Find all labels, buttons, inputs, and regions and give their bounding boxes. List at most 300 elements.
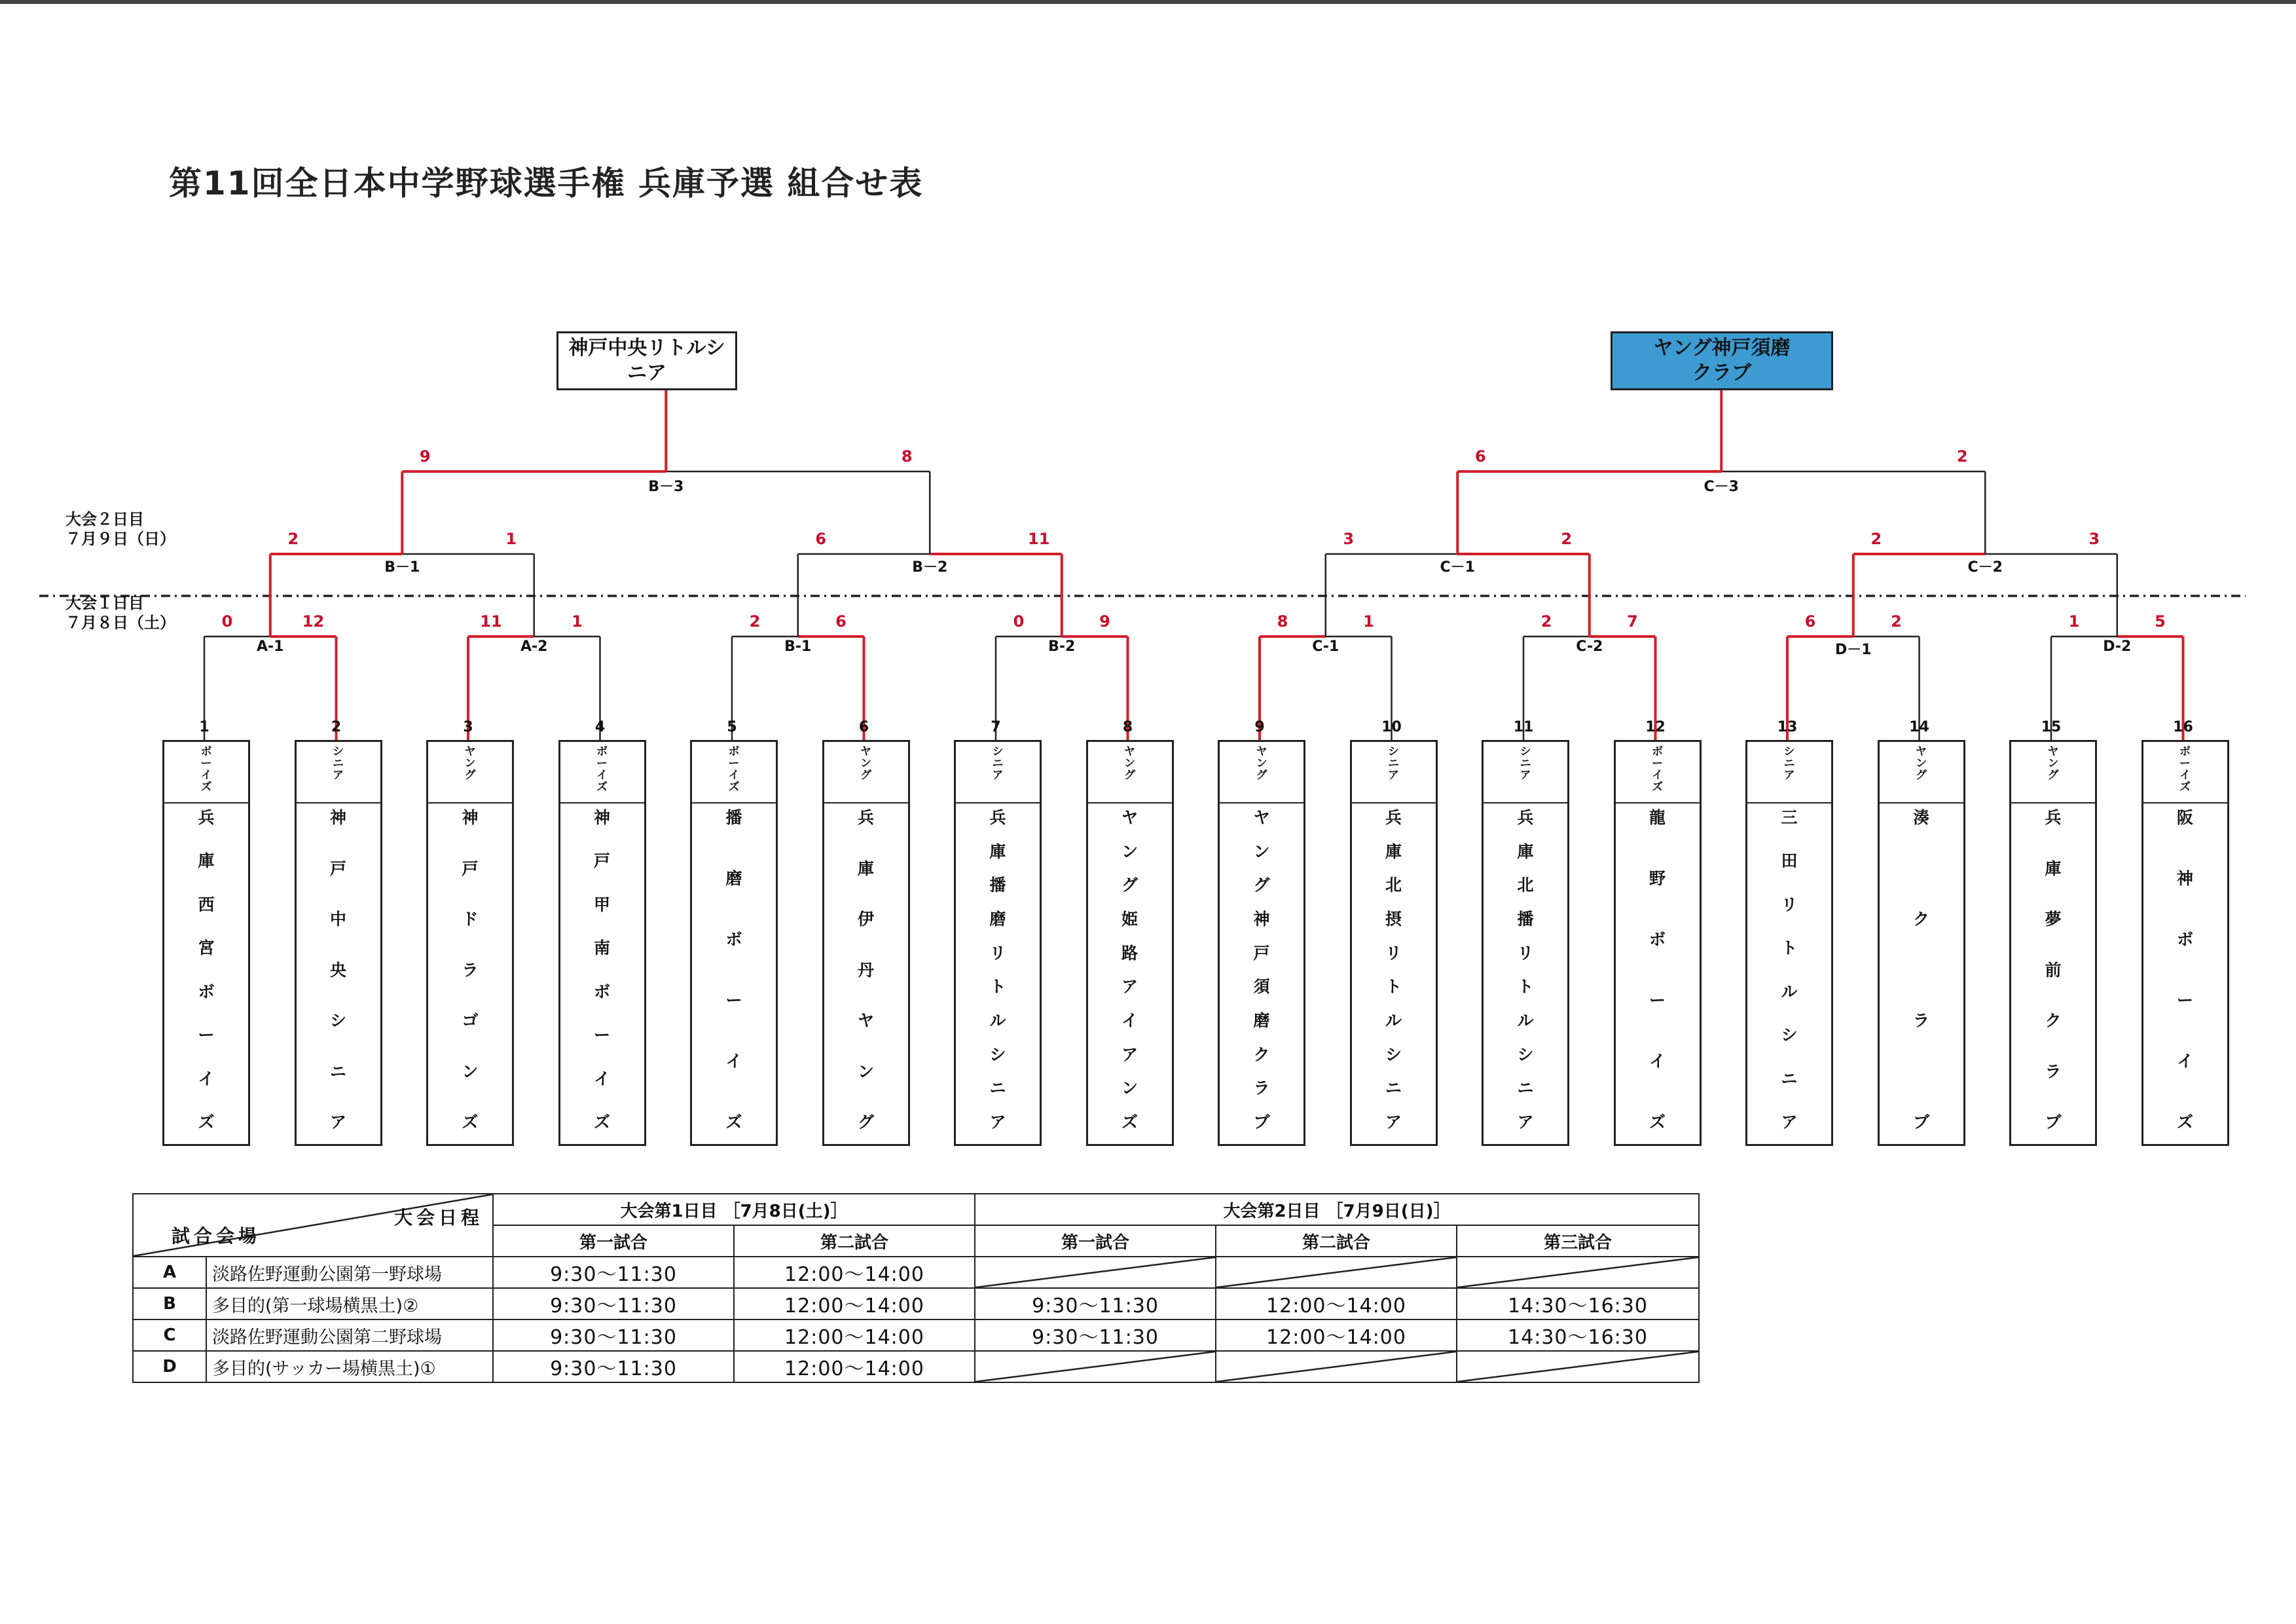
team-category	[1352, 742, 1436, 803]
team-name-char: 神	[462, 808, 479, 827]
team-name	[1747, 803, 1831, 1131]
score-right: 1	[572, 612, 583, 631]
match-label: C－3	[1704, 479, 1739, 495]
team-name-char: ブ	[2045, 1113, 2062, 1132]
team-name-char: 播	[1517, 909, 1534, 929]
team-name-char: イ	[725, 1052, 742, 1071]
team-category-char: ン	[464, 757, 476, 770]
team-category-char: シ	[992, 745, 1004, 758]
team-category-char: グ	[860, 769, 871, 782]
score-left: 2	[1870, 530, 1882, 548]
team-category	[2143, 742, 2227, 803]
team-name-char: ア	[989, 1112, 1006, 1132]
team-name-char: 龍	[1649, 808, 1666, 827]
team-name-char: シ	[329, 1011, 346, 1030]
team-name-char: グ	[1121, 876, 1138, 895]
team-number: 16	[2173, 719, 2193, 735]
team-box	[1614, 740, 1702, 1146]
team-name-char: 庫	[2045, 858, 2062, 878]
score-left: 9	[419, 447, 431, 466]
score-left: 6	[1474, 447, 1486, 466]
schedule-corner-top: 大会日程	[393, 1207, 483, 1228]
team-name-char: ア	[1121, 1044, 1138, 1064]
team-category	[560, 742, 644, 803]
time-slot: 12:00～14:00	[1216, 1320, 1457, 1351]
match-label: B－2	[912, 559, 948, 576]
schedule-corner-bottom: 試合会場	[172, 1225, 261, 1247]
team-name-char: ア	[1781, 1112, 1798, 1132]
schedule-row	[133, 1257, 1699, 1288]
team-category	[1616, 742, 1700, 803]
score-right: 3	[2088, 530, 2100, 548]
day2-game2-header: 第二試合	[1216, 1225, 1457, 1257]
score-right: 8	[901, 447, 913, 466]
score-right: 1	[1363, 612, 1374, 631]
team-name-char: ト	[1517, 977, 1534, 997]
team-box	[558, 740, 646, 1146]
winner-box-left	[556, 331, 737, 390]
team-category-char: イ	[200, 769, 212, 782]
match-label: C－1	[1440, 559, 1475, 576]
team-name-char: 磨	[989, 909, 1006, 929]
team-name-char: 庫	[1385, 841, 1402, 861]
team-category-char: ズ	[596, 781, 608, 794]
team-name-char: 夢	[2045, 910, 2062, 929]
day2-game1-header: 第一試合	[975, 1225, 1216, 1257]
team-name-char: 西	[198, 895, 215, 914]
team-name-char: リ	[989, 943, 1006, 963]
schedule-row	[133, 1320, 1699, 1351]
team-name-char: 兵	[1517, 808, 1534, 827]
team-name-char: 戸	[462, 858, 479, 878]
team-name-char: ズ	[1121, 1112, 1138, 1132]
match-label: C-2	[1576, 638, 1603, 655]
team-category-char: ー	[596, 757, 608, 770]
venue-code: C	[133, 1320, 206, 1351]
schedule-row	[133, 1288, 1699, 1320]
team-name-char: 庫	[1517, 841, 1534, 861]
team-name-char: ン	[1121, 1079, 1138, 1098]
empty-slot	[1457, 1351, 1699, 1382]
team-category-char: ヤ	[464, 745, 476, 758]
day1-label	[65, 593, 175, 633]
team-name	[2143, 803, 2227, 1131]
team-number: 8	[1122, 719, 1133, 735]
team-category-char: ニ	[992, 757, 1004, 770]
team-name-char: ー	[198, 1025, 215, 1045]
team-name-char: ア	[329, 1113, 346, 1132]
team-category-char: イ	[728, 769, 740, 782]
team-name-char: ズ	[1649, 1113, 1666, 1132]
team-name-char: 丹	[857, 960, 874, 980]
team-name	[428, 803, 512, 1131]
team-name-char: 播	[725, 808, 742, 827]
team-name	[956, 803, 1040, 1131]
team-category	[1088, 742, 1172, 803]
score-left: 1	[2068, 612, 2080, 631]
team-number: 15	[2041, 719, 2062, 735]
team-category-char: ボ	[2179, 745, 2191, 758]
team-name-char: ラ	[1253, 1079, 1270, 1098]
score-right: 9	[1099, 612, 1110, 631]
team-category-char: ヤ	[1916, 745, 1927, 758]
team-name-char: 神	[1253, 909, 1270, 929]
team-number: 14	[1909, 719, 1929, 735]
team-category	[692, 742, 776, 803]
day2-label-line1: 大会２日目	[65, 510, 144, 528]
team-category-char: シ	[1783, 745, 1795, 758]
team-name	[560, 803, 644, 1131]
venue-name: 多目的(サッカー場横黒土)①	[206, 1351, 493, 1382]
team-name-char: 戸	[593, 851, 610, 871]
team-category-char: ー	[728, 757, 740, 770]
team-box	[295, 740, 382, 1146]
team-name-char: ト	[1781, 938, 1798, 958]
team-box	[1878, 740, 1965, 1146]
team-name-char: ア	[1121, 977, 1138, 997]
score-right: 1	[505, 530, 517, 548]
time-slot: 9:30～11:30	[493, 1320, 734, 1351]
match-label: B－1	[384, 559, 420, 576]
team-name-char: 姫	[1121, 909, 1138, 929]
team-category-char: シ	[1388, 745, 1399, 758]
team-name	[1220, 803, 1303, 1131]
team-name-char: ズ	[725, 1113, 742, 1132]
score-left: 0	[1013, 612, 1025, 631]
team-category-char: ニ	[1388, 757, 1399, 770]
match-label: D-2	[2103, 638, 2132, 655]
venue-code: B	[133, 1288, 206, 1320]
team-box	[1350, 740, 1438, 1146]
team-category	[428, 742, 512, 803]
team-name	[692, 803, 776, 1131]
day2-label-line2: ７月９日（日）	[65, 530, 175, 548]
match-label: C－2	[1967, 559, 2003, 576]
empty-slot	[1457, 1257, 1699, 1288]
team-name-char: イ	[1649, 1052, 1666, 1071]
team-category-char: シ	[1520, 745, 1531, 758]
team-name-char: ニ	[1781, 1069, 1798, 1088]
team-name-char: ク	[1912, 910, 1929, 929]
winner-left-line2: ニア	[627, 361, 666, 384]
team-category-char: グ	[2047, 769, 2059, 782]
team-name-char: シ	[1517, 1044, 1534, 1064]
team-number: 3	[463, 719, 473, 735]
schedule-table	[132, 1193, 1700, 1383]
team-name	[1880, 803, 1963, 1131]
team-name-char: ル	[1517, 1010, 1534, 1030]
team-name-char: 前	[2045, 960, 2062, 980]
team-name-char: 阪	[2176, 808, 2193, 827]
team-name-char: 中	[329, 910, 346, 929]
score-left: 0	[221, 612, 233, 631]
score-right: 2	[1891, 612, 1902, 631]
team-name-char: イ	[198, 1069, 215, 1088]
day2-label	[65, 509, 175, 549]
team-name-char: ン	[1253, 841, 1270, 861]
score-right: 5	[2155, 612, 2166, 631]
team-number: 7	[991, 719, 1001, 735]
team-name-char: 摂	[1385, 909, 1402, 929]
winner-left-line1: 神戸中央リトルシ	[568, 337, 725, 360]
team-name-char: シ	[1385, 1044, 1402, 1064]
day1-header: 大会第1日目 ［7月8日(土)］	[493, 1194, 975, 1225]
team-number: 2	[331, 719, 342, 735]
team-name-char: 庫	[198, 851, 215, 871]
team-name-char: ニ	[1517, 1079, 1534, 1098]
time-slot: 12:00～14:00	[1216, 1288, 1457, 1320]
team-name-char: ブ	[1912, 1113, 1929, 1132]
team-name-char: 神	[329, 808, 346, 827]
team-name-char: ボ	[2176, 930, 2193, 949]
team-name-char: ト	[1385, 977, 1402, 997]
team-name	[1088, 803, 1172, 1131]
score-right: 7	[1627, 612, 1638, 631]
team-category-char: ン	[2047, 757, 2059, 770]
empty-slot	[1216, 1351, 1457, 1382]
team-category	[164, 742, 248, 803]
team-name	[824, 803, 908, 1131]
team-category-char: ア	[1520, 769, 1531, 782]
team-category-char: ア	[333, 769, 344, 782]
page-title: 第11回全日本中学野球選手権 兵庫予選 組合せ表	[169, 164, 924, 202]
team-category	[2011, 742, 2095, 803]
team-box	[2009, 740, 2097, 1146]
team-category-char: ヤ	[1256, 745, 1267, 758]
match-label: A-1	[257, 638, 284, 655]
time-slot: 9:30～11:30	[975, 1288, 1216, 1320]
team-name-char: 播	[989, 876, 1006, 895]
day1-label-line2: ７月８日（土）	[65, 614, 175, 632]
team-number: 12	[1645, 719, 1666, 735]
time-slot: 12:00～14:00	[734, 1320, 975, 1351]
team-box	[690, 740, 778, 1146]
day1-game1-header: 第一試合	[493, 1225, 734, 1257]
team-category-char: シ	[333, 745, 344, 758]
team-name	[1352, 803, 1436, 1131]
team-name-char: 須	[1253, 977, 1270, 997]
team-category	[1220, 742, 1303, 803]
team-name-char: ボ	[198, 982, 215, 1001]
team-category-char: ン	[1916, 757, 1927, 770]
team-category-char: ー	[200, 757, 212, 770]
score-left: 2	[287, 530, 299, 548]
team-box	[162, 740, 250, 1146]
winner-box-right	[1611, 331, 1833, 390]
score-left: 3	[1343, 530, 1355, 548]
team-name-char: ボ	[593, 982, 610, 1001]
team-name-char: ボ	[1649, 930, 1666, 949]
team-name-char: 兵	[989, 808, 1006, 827]
empty-slot	[975, 1351, 1216, 1382]
team-name-char: イ	[593, 1069, 610, 1088]
team-name-char: グ	[1253, 876, 1270, 895]
team-name-char: ゴ	[462, 1011, 479, 1030]
team-name-char: グ	[857, 1113, 874, 1132]
team-box	[954, 740, 1042, 1146]
team-category-char: ヤ	[1124, 745, 1135, 758]
team-category-char: ア	[992, 769, 1004, 782]
empty-slot	[1216, 1257, 1457, 1288]
team-category-char: ヤ	[860, 745, 871, 758]
score-left: 8	[1277, 612, 1288, 631]
winner-right-line1: ヤング神戸須磨	[1653, 337, 1791, 360]
team-category-char: ボ	[1652, 745, 1663, 758]
team-name-char: ズ	[593, 1112, 610, 1132]
score-right: 6	[835, 612, 847, 631]
team-name-char: ズ	[2176, 1113, 2193, 1132]
team-name-char: 戸	[1253, 943, 1270, 963]
team-box	[1745, 740, 1833, 1146]
time-slot: 14:30～16:30	[1457, 1288, 1699, 1320]
team-name-char: ヤ	[1121, 808, 1138, 827]
team-name-char: 宮	[198, 938, 215, 958]
team-category-char: イ	[596, 769, 608, 782]
team-name-char: ン	[857, 1061, 874, 1081]
venue-code: D	[133, 1351, 206, 1382]
team-category-char: ア	[1783, 769, 1795, 782]
team-number: 5	[727, 719, 737, 735]
time-slot: 9:30～11:30	[975, 1320, 1216, 1351]
winner-right-line2: クラブ	[1692, 361, 1751, 384]
day2-game3-header: 第三試合	[1457, 1225, 1699, 1257]
day2-header: 大会第2日目 ［7月9日(日)］	[975, 1194, 1699, 1225]
team-box	[822, 740, 910, 1146]
team-category-char: グ	[464, 769, 476, 782]
venue-name: 多目的(第一球場横黒土)②	[206, 1288, 493, 1320]
team-box	[1482, 740, 1569, 1146]
team-name-char: ン	[462, 1061, 479, 1081]
team-category-char: ボ	[200, 745, 212, 758]
venue-code: A	[133, 1257, 206, 1288]
team-name-char: ク	[1253, 1044, 1270, 1064]
team-number: 9	[1254, 719, 1265, 735]
match-label: B-2	[1048, 638, 1076, 655]
team-category-char: ズ	[2179, 781, 2191, 794]
team-name-char: 兵	[2045, 808, 2062, 827]
team-name-char: 庫	[857, 858, 874, 878]
venue-name: 淡路佐野運動公園第一野球場	[206, 1257, 493, 1288]
team-name-char: イ	[1121, 1010, 1138, 1030]
score-right: 11	[1028, 530, 1050, 548]
team-category-char: ボ	[728, 745, 740, 758]
team-name-char: ニ	[1385, 1079, 1402, 1098]
day1-label-line1: 大会１日目	[65, 594, 144, 612]
team-name-char: 湊	[1912, 808, 1929, 827]
time-slot: 12:00～14:00	[734, 1257, 975, 1288]
match-label: B－3	[648, 479, 684, 495]
team-box	[2141, 740, 2229, 1146]
score-right: 12	[302, 612, 325, 631]
team-category	[956, 742, 1040, 803]
team-name-char: ズ	[462, 1113, 479, 1132]
team-category	[1747, 742, 1831, 803]
team-name-char: 伊	[857, 910, 874, 929]
team-name-char: 甲	[593, 895, 610, 914]
match-label: B-1	[784, 638, 812, 655]
team-name-char: ン	[1121, 841, 1138, 861]
match-label: C-1	[1312, 638, 1339, 655]
team-category	[1880, 742, 1963, 803]
time-slot: 12:00～14:00	[734, 1351, 975, 1382]
time-slot: 12:00～14:00	[734, 1288, 975, 1320]
team-name-char: ニ	[989, 1079, 1006, 1098]
team-name-char: ボ	[725, 930, 742, 949]
team-category-char: グ	[1124, 769, 1135, 782]
team-category-char: グ	[1916, 769, 1927, 782]
team-name-char: 野	[1649, 869, 1666, 888]
team-name-char: リ	[1385, 943, 1402, 963]
team-name-char: 北	[1385, 876, 1402, 895]
team-name-char: ル	[1781, 982, 1798, 1001]
team-name-char: シ	[989, 1044, 1006, 1064]
team-name-char: 北	[1517, 876, 1534, 895]
team-name-char: ア	[1385, 1112, 1402, 1132]
team-name-char: ズ	[198, 1112, 215, 1132]
team-category-char: ヤ	[2047, 745, 2059, 758]
team-category	[1484, 742, 1567, 803]
schedule-row	[133, 1351, 1699, 1382]
score-left: 11	[480, 612, 502, 631]
team-category-char: イ	[1652, 769, 1663, 782]
team-name-char: 兵	[857, 808, 874, 827]
team-category-char: ン	[1256, 757, 1267, 770]
team-name-char: ー	[593, 1025, 610, 1045]
team-name-char: イ	[2176, 1052, 2193, 1071]
team-category-char: イ	[2179, 769, 2191, 782]
team-box	[1218, 740, 1305, 1146]
team-box	[1086, 740, 1174, 1146]
team-category-char: ア	[1388, 769, 1399, 782]
team-category-char: ン	[1124, 757, 1135, 770]
team-box	[426, 740, 514, 1146]
team-name-char: 兵	[198, 808, 215, 827]
team-category-char: ニ	[1520, 757, 1531, 770]
team-name-char: 田	[1781, 851, 1798, 871]
team-category-char: ー	[1652, 757, 1663, 770]
time-slot: 14:30～16:30	[1457, 1320, 1699, 1351]
team-name-char: 路	[1121, 943, 1138, 963]
score-left: 6	[815, 530, 827, 548]
team-category-char: グ	[1256, 769, 1267, 782]
team-name-char: 南	[593, 938, 610, 958]
time-slot: 9:30～11:30	[493, 1351, 734, 1382]
venue-name: 淡路佐野運動公園第二野球場	[206, 1320, 493, 1351]
score-left: 6	[1804, 612, 1816, 631]
team-name-char: 磨	[725, 869, 742, 888]
team-name-char: 庫	[989, 841, 1006, 861]
team-name-char: 兵	[1385, 808, 1402, 827]
team-name	[1616, 803, 1700, 1131]
team-name-char: ド	[462, 910, 479, 929]
team-name-char: 戸	[329, 858, 346, 878]
team-name-char: ル	[1385, 1010, 1402, 1030]
empty-slot	[975, 1257, 1216, 1288]
score-left: 2	[1540, 612, 1552, 631]
team-name-char: ト	[989, 977, 1006, 997]
team-name-char: ー	[1649, 991, 1666, 1010]
schedule-corner-cell	[133, 1194, 493, 1257]
team-name-char: ヤ	[857, 1011, 874, 1030]
team-category-char: ボ	[596, 745, 608, 758]
team-name-char: ラ	[2045, 1061, 2062, 1081]
score-right: 2	[1561, 530, 1573, 548]
time-slot: 9:30～11:30	[493, 1288, 734, 1320]
team-name-char: ー	[725, 991, 742, 1010]
team-name-char: ヤ	[1253, 808, 1270, 827]
team-name-char: ラ	[462, 960, 479, 980]
team-category-char: ニ	[333, 757, 344, 770]
